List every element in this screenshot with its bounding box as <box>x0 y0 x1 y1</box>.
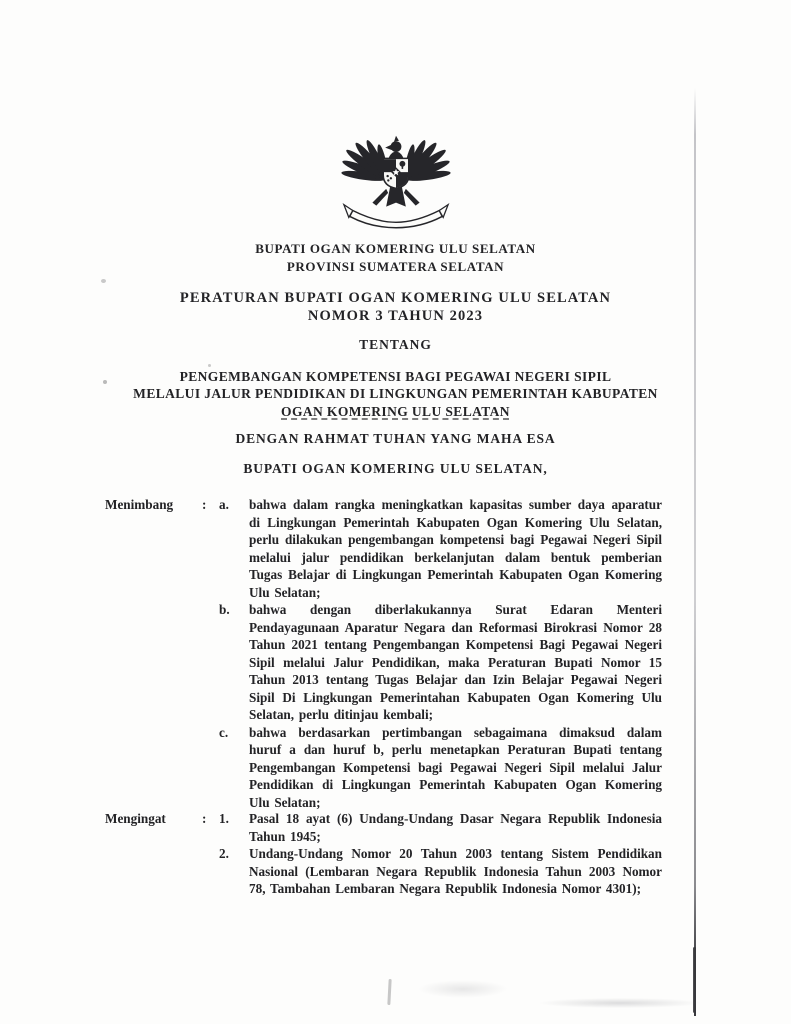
legal-basis-item-2 <box>219 845 662 898</box>
subject-line-2: MELALUI JALUR PENDIDIKAN DI LINGKUNGAN PEMERINTAH KABUPATEN <box>133 386 658 402</box>
garuda-pancasila-emblem <box>337 131 455 238</box>
considering-section <box>105 496 662 811</box>
scan-artifact-smudge-dash <box>387 979 391 1005</box>
subject-line-1: PENGEMBANGAN KOMPETENSI BAGI PEGAWAI NEGERI SIPIL <box>179 369 612 384</box>
considering-label: Menimbang <box>105 497 174 512</box>
scan-artifact-speck <box>101 279 106 283</box>
regulation-number: NOMOR 3 TAHUN 2023 <box>307 307 484 324</box>
scan-artifact-speck <box>208 364 211 367</box>
item-text: Pasal 18 ayat (6) Undang-Undang Dasar Negara Republik Indonesia Tahun 1945; <box>249 811 662 844</box>
item-marker: c. <box>219 724 229 740</box>
considering-item-c <box>219 724 662 812</box>
subject-line-3: OGAN KOMERING ULU SELATAN <box>281 403 510 419</box>
garuda-pancasila-icon <box>337 131 455 233</box>
item-marker: b. <box>219 602 230 617</box>
subject-title <box>0 368 791 420</box>
item-marker: a. <box>219 497 229 512</box>
regulation-heading <box>0 290 791 325</box>
item-marker: 1. <box>219 811 229 826</box>
regulation-title: PERATURAN BUPATI OGAN KOMERING ULU SELATAN <box>179 290 612 306</box>
legal-basis-colon: : <box>202 811 207 826</box>
legal-basis-label: Mengingat <box>105 811 166 826</box>
scan-artifact-smudge-band <box>540 998 700 1008</box>
authority-line: BUPATI OGAN KOMERING ULU SELATAN, <box>243 461 548 476</box>
province-line: PROVINSI SUMATERA SELATAN <box>286 258 505 274</box>
legal-basis-item-1 <box>219 810 662 845</box>
item-text: Undang-Undang Nomor 20 Tahun 2003 tentang Sistem Pendidikan Nasional (Lembaran Negara Republik Indonesia Tahun 2003 Nomor 78, Tambahan Lembaran Negara Republik Indonesia Nomor 4301); <box>249 846 662 896</box>
considering-item-a <box>219 496 662 601</box>
scan-artifact-page-edge-line <box>694 88 696 1016</box>
about-label: TENTANG <box>359 337 432 352</box>
item-marker: 2. <box>219 846 229 861</box>
item-text: bahwa dengan diberlakukannya Surat Edaran Menteri Pendayagunaan Aparatur Negara dan Reformasi Birokrasi Nomor 28 Tahun 2021 tentang Pengembangan Kompetensi Bagi Pegawai Negeri Sipil melalui Jalur Pendidikan, maka Peraturan Bupati Nomor 15 Tahun 2013 tentang Tugas Belajar dan Izin Belajar Pegawai Negeri Sipil Di Lingkungan Pemerintahan Kabupaten Ogan Komering Ulu Selatan, perlu ditinjau kembali; <box>249 602 662 722</box>
clauses-section <box>105 496 662 898</box>
issuer-line: BUPATI OGAN KOMERING ULU SELATAN <box>255 241 536 256</box>
item-text: bahwa dalam rangka meningkatkan kapasitas sumber daya aparatur di Lingkungan Pemerintah Kabupaten Ogan Komering Ulu Selatan, perlu dilakukan pengembangan kompetensi bagi Pegawai Negeri Sipil melalui jalur pendidikan berkelanjutan dalam bentuk pemberian Tugas Belajar di Lingkungan Pemerintah Kabupaten Ogan Komering Ulu Selatan; <box>249 497 662 600</box>
scan-artifact-edge-line-dark <box>693 947 696 1013</box>
issuer-heading <box>0 240 791 275</box>
considering-item-b <box>219 601 662 724</box>
invocation-line: DENGAN RAHMAT TUHAN YANG MAHA ESA <box>235 431 556 446</box>
item-text: bahwa berdasarkan pertimbangan sebagaimana dimaksud dalam huruf a dan huruf b, perlu menetapkan Peraturan Bupati tentang Pengembangan Kompetensi bagi Pegawai Negeri Sipil melalui Jalur Pendidikan di Lingkungan Pemerintah Kabupaten Ogan Komering Ulu Selatan; <box>249 724 662 810</box>
scan-artifact-smudge-soft <box>418 980 508 998</box>
legal-basis-section <box>105 810 662 898</box>
considering-colon: : <box>202 497 207 512</box>
